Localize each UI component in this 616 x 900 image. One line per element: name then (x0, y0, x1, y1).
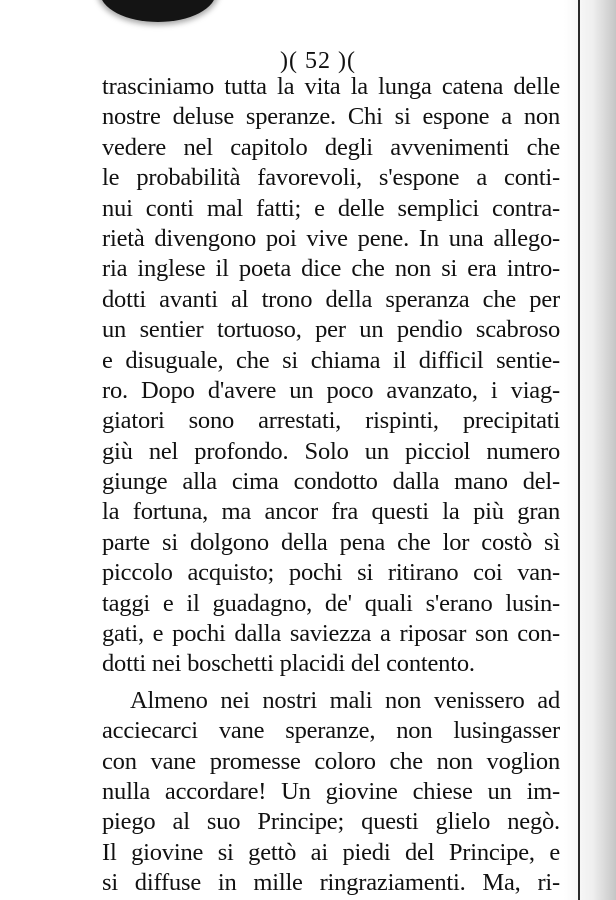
text-line: con vane promesse coloro che non voglion (102, 747, 560, 775)
text-line: la fortuna, ma ancor fra questi la più gran (102, 498, 560, 526)
text-line: nostre deluse speranze. Chi si espone a non (102, 103, 560, 131)
text-line: rietà divengono poi vive pene. In una allego- (102, 224, 560, 252)
text-line: piego al suo Principe; questi glielo negò. (102, 808, 560, 836)
page-number: )( 52 )( (280, 48, 356, 74)
text-line: ro. Dopo d'avere un poco avanzato, i viag- (102, 376, 560, 404)
page-edge-line (578, 0, 580, 900)
text-line: trasciniamo tutta la vita la lunga catena delle (102, 73, 560, 100)
text-line: piccolo acquisto; pochi si ritirano coi van- (102, 559, 560, 587)
text-line: un sentier tortuoso, per un pendio scabroso (102, 316, 560, 344)
scan-corner-shadow (100, 0, 216, 22)
text-line: gati, e pochi dalla saviezza a riposar son con- (102, 620, 560, 648)
text-line: e disuguale, che si chiama il difficil sentie- (102, 346, 560, 374)
text-line: nulla accordare! Un giovine chiese un im- (102, 777, 560, 805)
text-line: parte si dolgono della pena che lor costò sì (102, 528, 560, 556)
text-line: nui conti mal fatti; e delle semplici contra- (102, 194, 560, 222)
text-line: taggi e il guadagno, de' quali s'erano lusin- (102, 589, 560, 617)
text-line: vedere nel capitolo degli avvenimenti che (102, 133, 560, 161)
text-line: dotti avanti al trono della speranza che per (102, 285, 560, 313)
text-line: ria inglese il poeta dice che non si era intro- (102, 255, 560, 283)
text-line: si diffuse in mille ringraziamenti. Ma, ri- (102, 869, 560, 897)
text-line: Almeno nei nostri mali non venissero ad (130, 686, 560, 714)
text-line: le probabilità favorevoli, s'espone a conti- (102, 164, 560, 192)
text-line: giunge alla cima condotto dalla mano del- (102, 468, 560, 496)
text-line: giù nel profondo. Solo un picciol numero (102, 437, 560, 465)
text-line: Il giovine si gettò ai piedi del Principe, e (102, 838, 560, 866)
text-line: dotti nei boschetti placidi del contento. (102, 650, 475, 678)
text-line: giatori sono arrestati, rispinti, precipitati (102, 407, 560, 435)
body-text (102, 72, 560, 899)
book-spine-shadow (564, 0, 616, 900)
text-line: acciecarci vane speranze, non lusingasser (102, 717, 560, 745)
